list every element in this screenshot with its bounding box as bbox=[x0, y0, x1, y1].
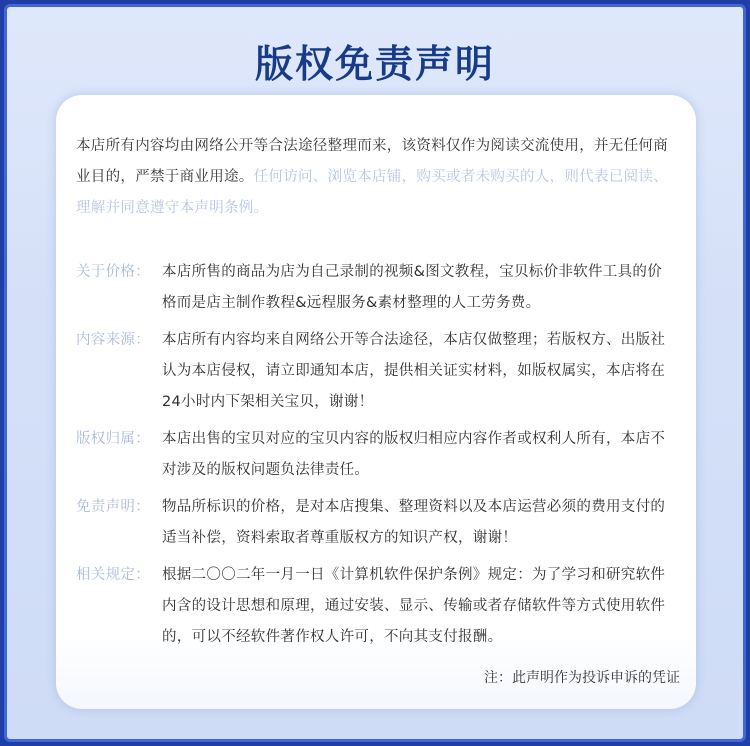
page-background bbox=[4, 4, 746, 742]
section-body: 本店所有内容均来自网络公开等合法途径，本店仅做整理；若版权方、出版社认为本店侵权，请立即通知本店，提供相关证实材料，如版权属实，本店将在24小时内下架相关宝贝，谢谢！ bbox=[162, 332, 666, 410]
intro-faded-text: 任何访问、浏览本店铺，购买或者未购买的人，则代表已阅读、理解并同意遵守本声明条例。 bbox=[76, 169, 669, 216]
section-body: 根据二〇〇二年一月一日《计算机软件保护条例》规定：为了学习和研究软件内含的设计思想和原理，通过安装、显示、传输或者存储软件等方式使用软件的，可以不经软件著作权人许可，不向其支付报酬。 bbox=[162, 567, 666, 645]
section-label: 版权归属： bbox=[76, 431, 150, 447]
section-label: 免责声明： bbox=[76, 499, 150, 515]
section-price bbox=[76, 257, 676, 319]
footer-note: 注：此声明作为投诉申诉的凭证 bbox=[484, 670, 680, 686]
intro-main-text: 本店所有内容均由网络公开等合法途径整理而来，该资料仅作为阅读交流使用，并无任何商业目的，严禁于商业用途。 bbox=[76, 138, 668, 185]
section-regulations bbox=[76, 560, 676, 653]
disclaimer-card bbox=[56, 95, 696, 709]
section-disclaimer bbox=[76, 492, 676, 554]
section-body: 物品所标识的价格，是对本店搜集、整理资料以及本店运营必须的费用支付的适当补偿，资料索取者尊重版权方的知识产权，谢谢！ bbox=[162, 499, 666, 546]
section-label: 内容来源： bbox=[76, 332, 150, 348]
section-label: 关于价格： bbox=[76, 264, 150, 280]
page-title: 版权免责声明 bbox=[254, 42, 495, 86]
intro-paragraph bbox=[76, 131, 676, 224]
section-body: 本店出售的宝贝对应的宝贝内容的版权归相应内容作者或权利人所有，本店不对涉及的版权问题负法律责任。 bbox=[162, 431, 666, 478]
section-source bbox=[76, 325, 676, 418]
section-copyright bbox=[76, 424, 676, 486]
disclaimer-sections bbox=[76, 257, 676, 653]
section-label: 相关规定： bbox=[76, 567, 150, 583]
section-body: 本店所售的商品为店为自己录制的视频&图文教程，宝贝标价非软件工具的价格而是店主制作教程&远程服务&素材整理的人工劳务费。 bbox=[162, 264, 663, 311]
